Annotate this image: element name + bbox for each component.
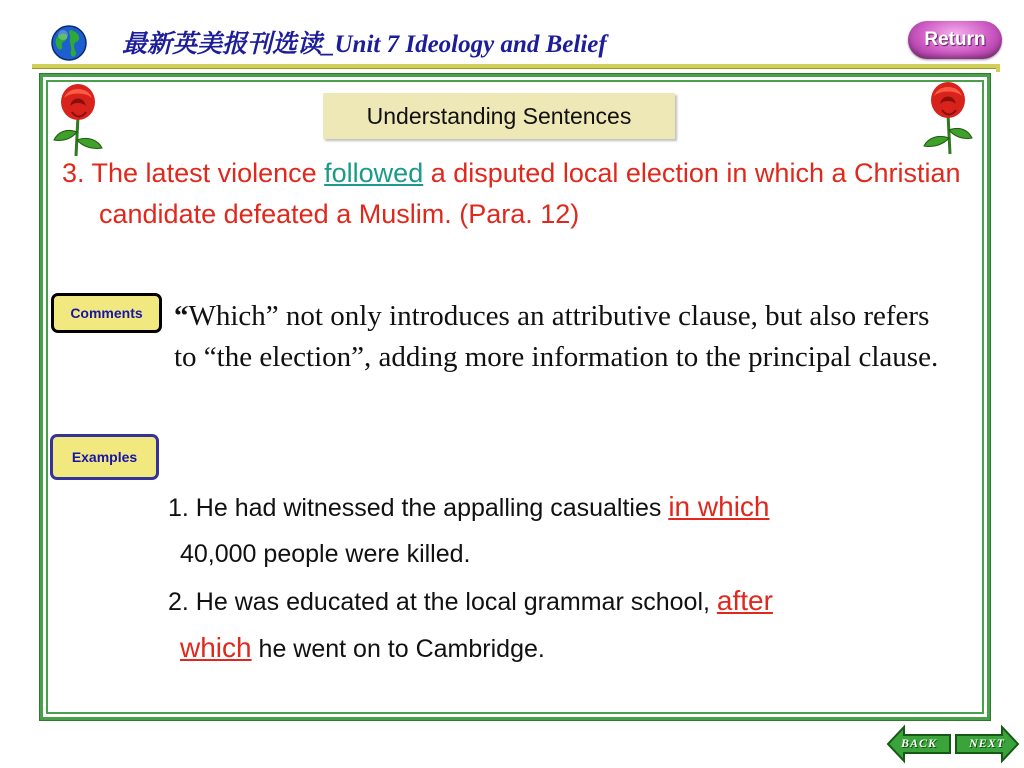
rose-icon — [50, 82, 106, 158]
example-item-1 — [168, 484, 962, 577]
next-label: NEXT — [968, 736, 1005, 750]
example-highlight: in which — [668, 491, 770, 522]
back-button[interactable] — [886, 724, 952, 764]
return-button[interactable]: Return — [908, 21, 1002, 59]
example-rest: he went on to Cambridge. — [251, 635, 545, 663]
rose-icon — [920, 80, 976, 156]
key-sentence — [62, 153, 1019, 235]
sentence-keyword-link[interactable]: followed — [324, 158, 424, 188]
slide-navigation — [886, 724, 1020, 764]
header-title: 最新英美报刊选读_Unit 7 Ideology and Belief — [122, 31, 607, 58]
comment-text — [174, 296, 949, 378]
example-highlight: after — [716, 585, 773, 616]
example-highlight-2: which — [180, 632, 252, 663]
example-item-2 — [168, 578, 962, 672]
globe-icon — [50, 24, 88, 62]
example-lead: 2. He was educated at the local grammar school, — [168, 588, 717, 616]
header-divider-end — [996, 64, 1000, 72]
section-title: Understanding Sentences — [323, 93, 675, 139]
back-label: BACK — [900, 736, 937, 750]
next-button[interactable] — [954, 724, 1020, 764]
example-continuation — [168, 625, 962, 672]
header-divider — [32, 64, 1000, 69]
comment-body: Which” not only introduces an attributive clause, but also refers to “the election”, adding more information to the principal clause. — [174, 300, 939, 373]
sentence-prefix: 3. The latest violence — [62, 158, 325, 188]
example-rest: 40,000 people were killed. — [180, 540, 471, 568]
comments-button[interactable]: Comments — [51, 293, 162, 333]
example-lead: 1. He had witnessed the appalling casualties — [168, 494, 669, 522]
sentence-suffix: a disputed local election in which a Christian candidate defeated a Muslim. (Para. 12) — [99, 158, 961, 229]
comment-open-quote: “ — [174, 300, 189, 332]
examples-button[interactable]: Examples — [50, 434, 159, 480]
